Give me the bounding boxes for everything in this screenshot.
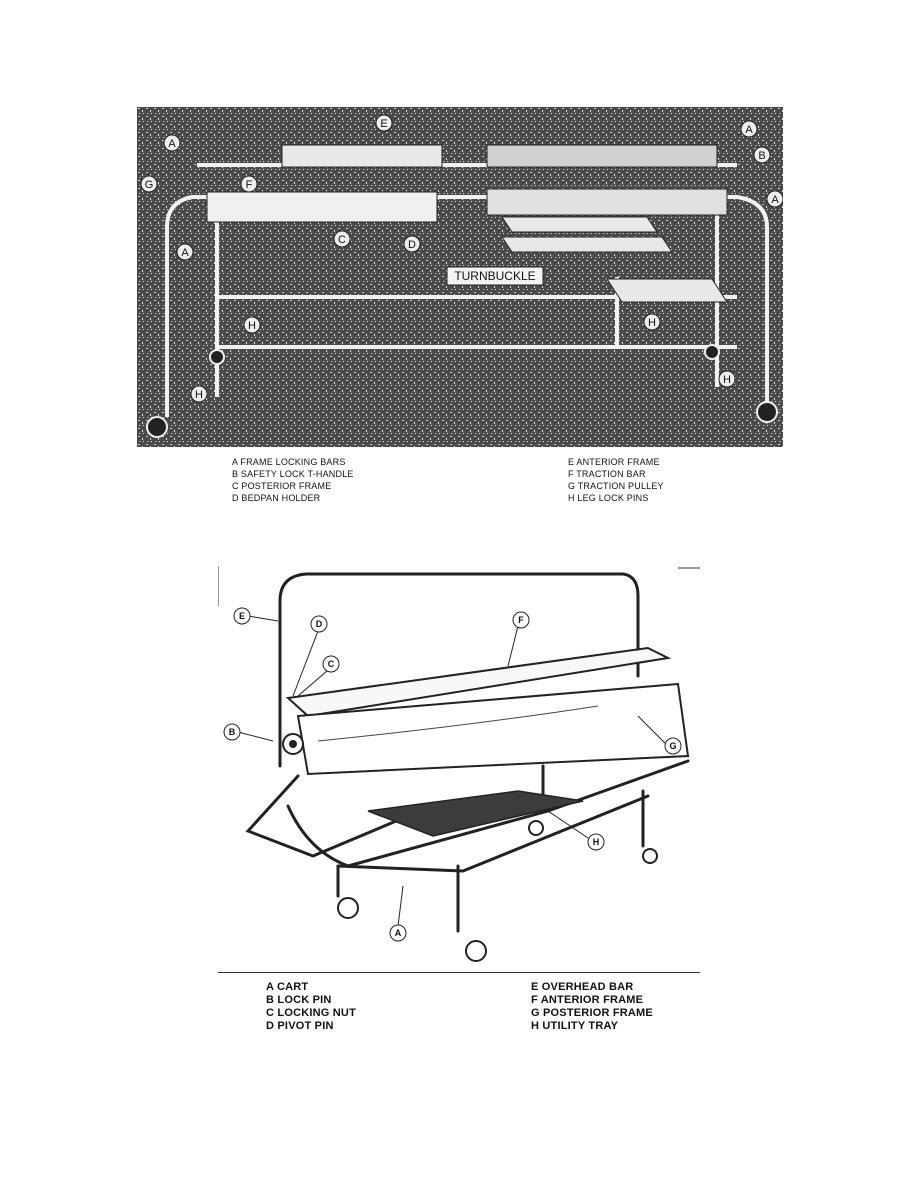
figure2-legend-left [266, 981, 356, 1033]
callout-h [191, 386, 207, 402]
svg-text:E: E [380, 118, 388, 130]
callout-h [244, 317, 260, 333]
svg-text:H: H [592, 837, 600, 847]
svg-text:H: H [248, 320, 256, 332]
figure2-legend-right [531, 981, 653, 1033]
svg-text:A: A [168, 138, 176, 150]
legend-item: D BEDPAN HOLDER [232, 493, 321, 503]
callout-a [767, 191, 783, 207]
legend-item: A FRAME LOCKING BARS [232, 457, 346, 467]
svg-text:A: A [771, 194, 779, 206]
svg-text:F: F [245, 179, 253, 191]
callout-f [241, 176, 257, 192]
callout-b [224, 724, 240, 740]
svg-text:H: H [648, 317, 656, 329]
callout-g [665, 738, 681, 754]
callout-e [234, 608, 250, 624]
figure1-legend-right [568, 456, 664, 504]
svg-text:A: A [394, 928, 402, 938]
svg-text:G: G [144, 179, 154, 191]
callout-c [334, 231, 350, 247]
svg-text:H: H [723, 374, 731, 386]
frame-drawing [218, 566, 700, 966]
callout-a [164, 135, 180, 151]
legend-item: F ANTERIOR FRAME [531, 994, 644, 1006]
svg-text:G: G [669, 741, 677, 751]
svg-text:D: D [315, 619, 323, 629]
legend-item: D PIVOT PIN [266, 1020, 334, 1032]
callout-h [588, 834, 604, 850]
legend-item: C LOCKING NUT [266, 1007, 356, 1019]
legend-item: G POSTERIOR FRAME [531, 1007, 653, 1019]
frame-photo-drawing [137, 107, 783, 447]
legend-item: H UTILITY TRAY [531, 1020, 619, 1032]
legend-item: B LOCK PIN [266, 994, 332, 1006]
legend-item: B SAFETY LOCK T-HANDLE [232, 469, 354, 479]
frame-photo [137, 107, 783, 447]
legend-item: C POSTERIOR FRAME [232, 481, 332, 491]
callout-a [177, 244, 193, 260]
callout-a [741, 121, 757, 137]
svg-text:B: B [228, 727, 236, 737]
legend-item: G TRACTION PULLEY [568, 481, 664, 491]
legend-item: H LEG LOCK PINS [568, 493, 649, 503]
callout-e [376, 115, 392, 131]
callout-d [311, 616, 327, 632]
callout-g [141, 176, 157, 192]
svg-text:H: H [195, 389, 203, 401]
callout-f [513, 612, 529, 628]
svg-text:A: A [181, 247, 189, 259]
figure1-legend-left [232, 456, 354, 504]
callout-h [719, 371, 735, 387]
callout-h [644, 314, 660, 330]
legend-item: F TRACTION BAR [568, 469, 646, 479]
legend-item: A CART [266, 981, 309, 993]
callout-b [754, 147, 770, 163]
svg-text:C: C [327, 659, 335, 669]
svg-text:C: C [338, 234, 346, 246]
divider [218, 972, 700, 973]
svg-text:A: A [745, 124, 753, 136]
legend-item: E OVERHEAD BAR [531, 981, 634, 993]
callout-d [404, 236, 420, 252]
turnbuckle-label: TURNBUCKLE [454, 269, 536, 283]
legend-item: E ANTERIOR FRAME [568, 457, 660, 467]
svg-text:F: F [518, 615, 524, 625]
svg-text:B: B [758, 150, 766, 162]
frame-line-drawing [218, 566, 700, 966]
svg-text:D: D [408, 239, 416, 251]
svg-text:E: E [238, 611, 246, 621]
callout-c [323, 656, 339, 672]
callout-a [390, 925, 406, 941]
